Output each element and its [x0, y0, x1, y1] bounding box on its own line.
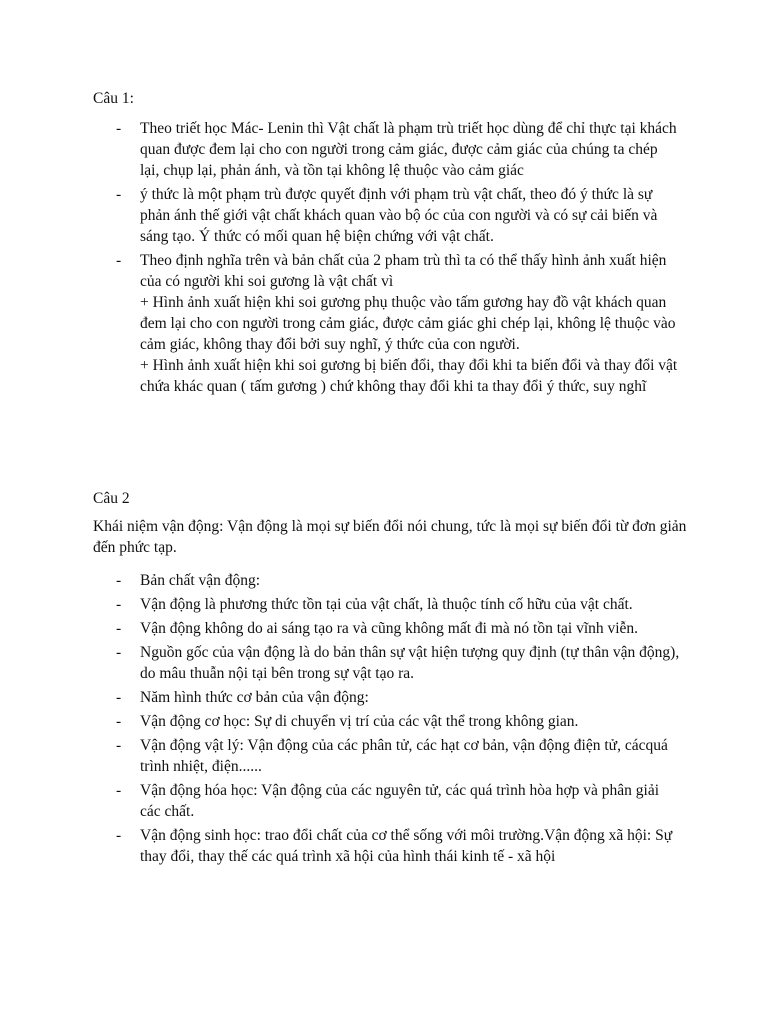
sub-item: + Hình ảnh xuất hiện khi soi gương bị biến đổi, thay đổi khi ta biến đổi và thay đổi vật chứa khác quan ( tấm gương ) chứ không thay đổi khi ta thay đổi ý thức, suy nghĩ	[140, 357, 678, 395]
list-item	[0, 687, 680, 708]
list-item-text: Nguồn gốc của vận động là do bản thân sự vật hiện tượng quy định (tự thân vận động), do mâu thuẫn nội tại bên trong sự vật tạo ra.	[140, 644, 680, 682]
bullet-dash: -	[116, 596, 122, 613]
bullet-dash: -	[116, 827, 122, 844]
bullet-dash: -	[116, 572, 122, 589]
bullet-dash: -	[116, 737, 122, 754]
list-item	[0, 825, 680, 867]
sub-item: + Hình ảnh xuất hiện khi soi gương phụ thuộc vào tấm gương hay đồ vật khách quan đem lại cho con người trong cảm giác, được cảm giác ghi chép lại, không lệ thuộc vào cảm giác, không thay đổi bởi suy nghĩ, ý thức của con người.	[140, 294, 676, 353]
list-item	[0, 118, 680, 181]
question-1-heading: Câu 1:	[93, 90, 134, 107]
list-item	[0, 618, 680, 639]
list-item	[0, 184, 680, 247]
bullet-dash: -	[116, 713, 122, 730]
list-item-text: Năm hình thức cơ bản của vận động:	[140, 689, 369, 706]
bullet-dash: -	[116, 252, 122, 269]
list-item-text: Theo triết học Mác- Lenin thì Vật chất là phạm trù triết học dùng để chỉ thực tại khách quan được đem lại cho con người trong cảm giác, được cảm giác của chúng ta chép lại, chụp lại, phản ánh, và tồn tại không lệ thuộc vào cảm giác	[140, 120, 677, 179]
bullet-dash: -	[116, 689, 122, 706]
bullet-dash: -	[116, 782, 122, 799]
question-1-list	[0, 118, 768, 400]
list-item	[0, 711, 680, 732]
list-item	[0, 642, 680, 684]
list-item	[0, 780, 680, 822]
question-2-heading: Câu 2	[93, 490, 130, 507]
list-item-text: ý thức là một phạm trù được quyết định với phạm trù vật chất, theo đó ý thức là sự phản ánh thế giới vật chất khách quan vào bộ óc của con người và có sự cải biến và sáng tạo. Ý thức có mối quan hệ biện chứng với vật chất.	[140, 186, 658, 245]
list-item-text: Vận động sinh học: trao đổi chất của cơ thể sống với môi trường.Vận động xã hội: Sự thay đổi, thay thế các quá trình xã hội của hình thái kinh tế - xã hội	[140, 827, 673, 865]
list-item-text: Bản chất vận động:	[140, 572, 261, 589]
list-item-text: Vận động vật lý: Vận động của các phân tử, các hạt cơ bản, vận động điện tử, cácquá trình nhiệt, điện......	[140, 737, 668, 775]
list-item	[0, 570, 680, 591]
bullet-dash: -	[116, 186, 122, 203]
question-2-list	[0, 570, 768, 870]
motion-definition-paragraph: Khái niệm vận động: Vận động là mọi sự biến đổi nói chung, tức là mọi sự biến đổi từ đơn giản đến phức tạp.	[93, 518, 687, 556]
list-item	[0, 735, 680, 777]
bullet-dash: -	[116, 620, 122, 637]
list-item-text: Vận động không do ai sáng tạo ra và cũng không mất đi mà nó tồn tại vĩnh viễn.	[140, 620, 639, 637]
bullet-dash: -	[116, 120, 122, 137]
bullet-dash: -	[116, 644, 122, 661]
list-item-text: Vận động cơ học: Sự di chuyển vị trí của các vật thể trong không gian.	[140, 713, 579, 730]
list-item-text: Vận động hóa học: Vận động của các nguyên tử, các quá trình hòa hợp và phân giải các chất.	[140, 782, 660, 820]
list-item-text: Vận động là phương thức tồn tại của vật chất, là thuộc tính cố hữu của vật chất.	[140, 596, 633, 613]
list-item	[0, 594, 680, 615]
list-item	[0, 250, 680, 397]
list-item-text: Theo định nghĩa trên và bản chất của 2 pham trù thì ta có thể thấy hình ảnh xuất hiện của có người khi soi gương là vật chất vì	[140, 252, 667, 290]
